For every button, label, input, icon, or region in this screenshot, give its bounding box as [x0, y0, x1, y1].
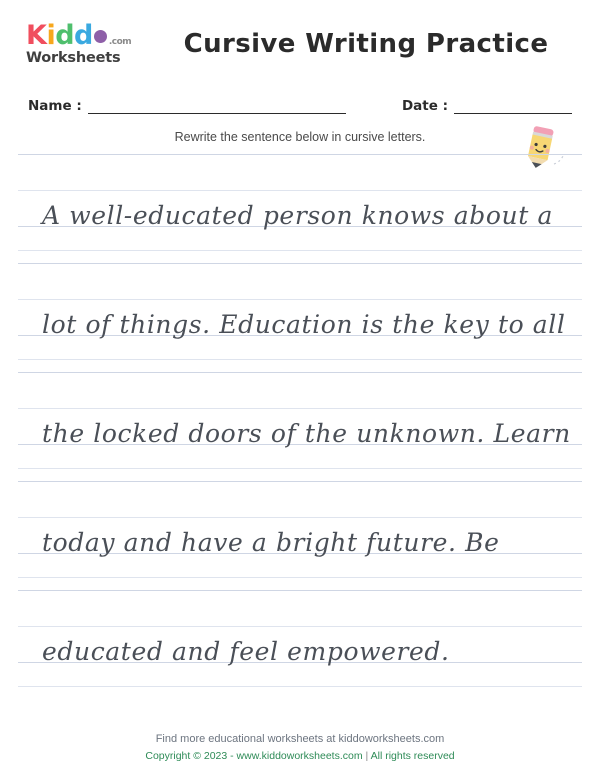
cursive-text-line: the locked doors of the unknown. Learn [42, 419, 571, 448]
page-footer [0, 733, 600, 762]
name-input[interactable] [88, 100, 346, 114]
cursive-text-line: educated and feel empowered. [42, 637, 450, 666]
logo-letter-i: i [46, 20, 56, 51]
logo-dot-icon [94, 30, 107, 43]
writing-band[interactable] [18, 154, 582, 263]
writing-area [0, 154, 600, 699]
logo[interactable] [26, 22, 154, 66]
rule-descender [18, 359, 582, 360]
date-label: Date : [401, 98, 448, 114]
name-date-row [0, 98, 600, 114]
instruction-text: Rewrite the sentence below in cursive letters. [174, 130, 426, 144]
footer-promo: Find more educational worksheets at kiddoworksheets.com [155, 733, 445, 745]
rule-top [18, 590, 582, 591]
logo-letter-d1: d [55, 20, 75, 51]
rule-descender [18, 250, 582, 251]
writing-band[interactable] [18, 590, 582, 699]
writing-band[interactable] [18, 481, 582, 590]
logo-letter-d2: d [74, 20, 93, 51]
footer-copyright: Copyright © 2023 - www.kiddoworksheets.com [145, 750, 363, 762]
rule-top [18, 372, 582, 373]
rule-descender [18, 577, 582, 578]
date-input[interactable] [454, 100, 572, 114]
rule-top [18, 481, 582, 482]
writing-band[interactable] [18, 263, 582, 372]
cursive-text-line: A well-educated person knows about a [42, 201, 553, 230]
writing-band[interactable] [18, 372, 582, 481]
page-title: Cursive Writing Practice [183, 29, 549, 59]
rule-descender [18, 468, 582, 469]
cursive-text-line: today and have a bright future. Be [42, 528, 500, 557]
footer-copyright-row [0, 750, 600, 762]
rule-descender [18, 686, 582, 687]
rule-top [18, 263, 582, 264]
logo-subtitle: Worksheets [26, 50, 121, 66]
logo-letter-k: K [26, 20, 47, 51]
page-header [0, 0, 600, 88]
logo-tld: .com [108, 37, 132, 47]
rule-top [18, 154, 582, 155]
logo-brand-name [26, 22, 154, 49]
name-label: Name : [28, 98, 82, 114]
footer-separator: | [365, 750, 369, 762]
cursive-text-line: lot of things. Education is the key to all [42, 310, 566, 339]
footer-rights: All rights reserved [370, 750, 455, 762]
